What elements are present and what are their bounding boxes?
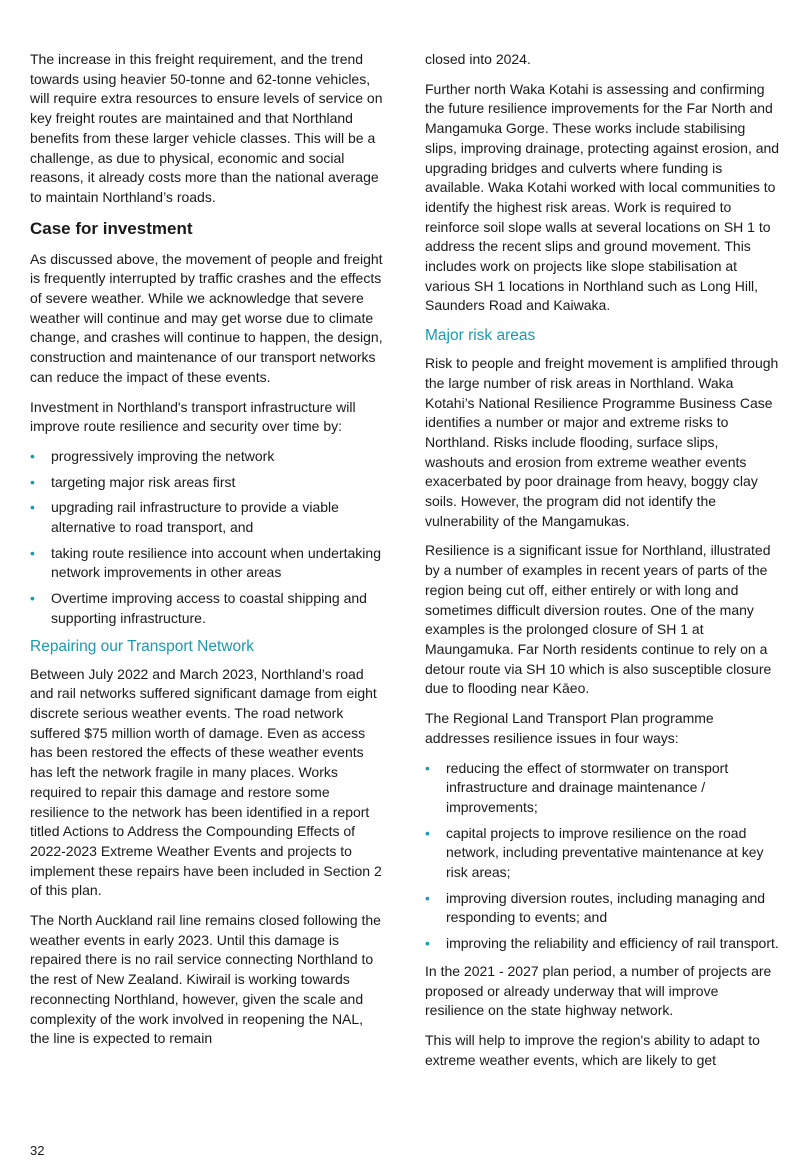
paragraph-closed: closed into 2024. xyxy=(425,51,531,67)
bullet-icon: • xyxy=(425,824,430,841)
paragraph-rail: The North Auckland rail line remains closed following the weather events in early 2023. Until this damage is repaired there is no rail service connecting Northland to the rest of New Zealand. Kiwirail is working towards reconnecting Northland, however, given the scale and complexity of the work involved in reopening the NAL, the line is expected to remain xyxy=(30,912,381,1047)
left-column xyxy=(30,50,386,1059)
list-item: • taking route resilience into account when undertaking network improvements in other areas xyxy=(30,544,381,581)
page-number: 32 xyxy=(30,1143,45,1158)
heading-case-for-investment: Case for investment xyxy=(30,218,193,238)
list-item: • improving diversion routes, including managing and responding to events; and xyxy=(425,889,766,926)
paragraph-case: As discussed above, the movement of people and freight is frequently interrupted by traffic crashes and the effects of severe weather. While we acknowledge that severe weather will continue and may get worse due to climate change, and crashes will continue to happen, the design, construction and maintenance of our transport networks can reduce the impact of these events. xyxy=(30,250,383,385)
list-item: • progressively improving the network xyxy=(30,447,386,467)
heading-major-risk-areas: Major risk areas xyxy=(425,327,536,345)
paragraph-rltp: The Regional Land Transport Plan programme addresses resilience issues in four ways: xyxy=(425,710,714,746)
bullet-icon: • xyxy=(30,499,35,516)
bullet-icon: • xyxy=(425,759,430,776)
list-item: • Overtime improving access to coastal shipping and supporting infrastructure. xyxy=(30,590,367,626)
paragraph-resilience: Resilience is a significant issue for Northland, illustrated by a number of examples in recent years of parts of the region being cut off, either entirely or with long and sometimes difficult diversion routes. One of the many examples is the prolonged closure of SH 1 at Maungamuka. Far North residents continue to rely on a detour route via SH 10 which is also susceptible closure due to flooding near Kāeo. xyxy=(425,542,772,697)
paragraph-investment: Investment in Northland's transport infrastructure will improve route resilience and security over time by: xyxy=(30,398,356,435)
bullet-icon: • xyxy=(30,447,35,464)
list-item: • capital projects to improve resilience on the road network, including preventative maintenance at key risk areas; xyxy=(425,824,764,881)
list-item: • upgrading rail infrastructure to provide a viable alternative to road transport, and xyxy=(30,499,339,536)
bullet-icon: • xyxy=(30,544,35,561)
bullet-icon: • xyxy=(425,889,430,906)
bullet-icon: • xyxy=(30,590,35,607)
paragraph-adapt: This will help to improve the region's ability to adapt to extreme weather events, which are likely to get xyxy=(425,1031,760,1068)
right-column xyxy=(425,50,781,1080)
list-item: • reducing the effect of stormwater on transport infrastructure and drainage maintenance / improvements; xyxy=(425,759,729,815)
paragraph-freight: The increase in this freight requirement, and the trend towards using heavier 50-tonne and 62-tonne vehicles, will require extra resources to ensure levels of service on key freight routes are maintained and that Northland benefits from these larger vehicle classes. This will be a challenge, as due to physical, economic and social reasons, it already costs more than the national average to maintain Northland’s roads. xyxy=(30,51,383,205)
list-item: • targeting major risk areas first xyxy=(30,473,386,493)
bullet-list-resilience xyxy=(425,759,781,954)
bullet-icon: • xyxy=(30,473,35,490)
paragraph-risk: Risk to people and freight movement is amplified through the large number of risk areas in Northland. Waka Kotahi’s National Resilience Programme Business Case identifies a number or major and extreme risks to Northland. Risks include flooding, surface slips, washouts and erosion from extreme weather events exacerbated by poor drainage from heavy, boggy clay soils. However, the program did not identify the vulnerability of the Mangamukas. xyxy=(425,355,779,529)
list-item: • improving the reliability and efficiency of rail transport. xyxy=(425,934,781,954)
paragraph-repair: Between July 2022 and March 2023, Northland’s road and rail networks suffered significant damage from eight discrete serious weather events. The road network suffered $75 million worth of damage. Even as access has been restored the effects of these weather events has left the network fragile in many places. Works required to repair this damage and restore some resilience to the network has been identified in a report titled Actions to Address the Compounding Effects of 2022-2023 Extreme Weather Events and projects to implement these repairs have been included in Section 2 of this plan. xyxy=(30,665,382,899)
heading-repairing-network: Repairing our Transport Network xyxy=(30,637,254,655)
bullet-list-investment xyxy=(30,447,386,629)
paragraph-plan-period: In the 2021 - 2027 plan period, a number of projects are proposed or already underway that will improve resilience on the state highway network. xyxy=(425,962,772,1019)
bullet-icon: • xyxy=(425,935,430,952)
paragraph-far-north: Further north Waka Kotahi is assessing and confirming the future resilience improvements for the Far North and Mangamuka Gorge. These works include stabilising slips, improving drainage, protecting against erosion, and upgrading bridges and culverts where funding is available. Waka Kotahi worked with local communities to identify the highest risk areas. Work is required to reinforce soil slope walls at several locations on SH 1 to address the recent slips and ground movement. This includes work on projects like slope stabilisation at various SH 1 locations in Northland such as Long Hill, Saunders Road and Kaiwaka. xyxy=(425,80,780,314)
